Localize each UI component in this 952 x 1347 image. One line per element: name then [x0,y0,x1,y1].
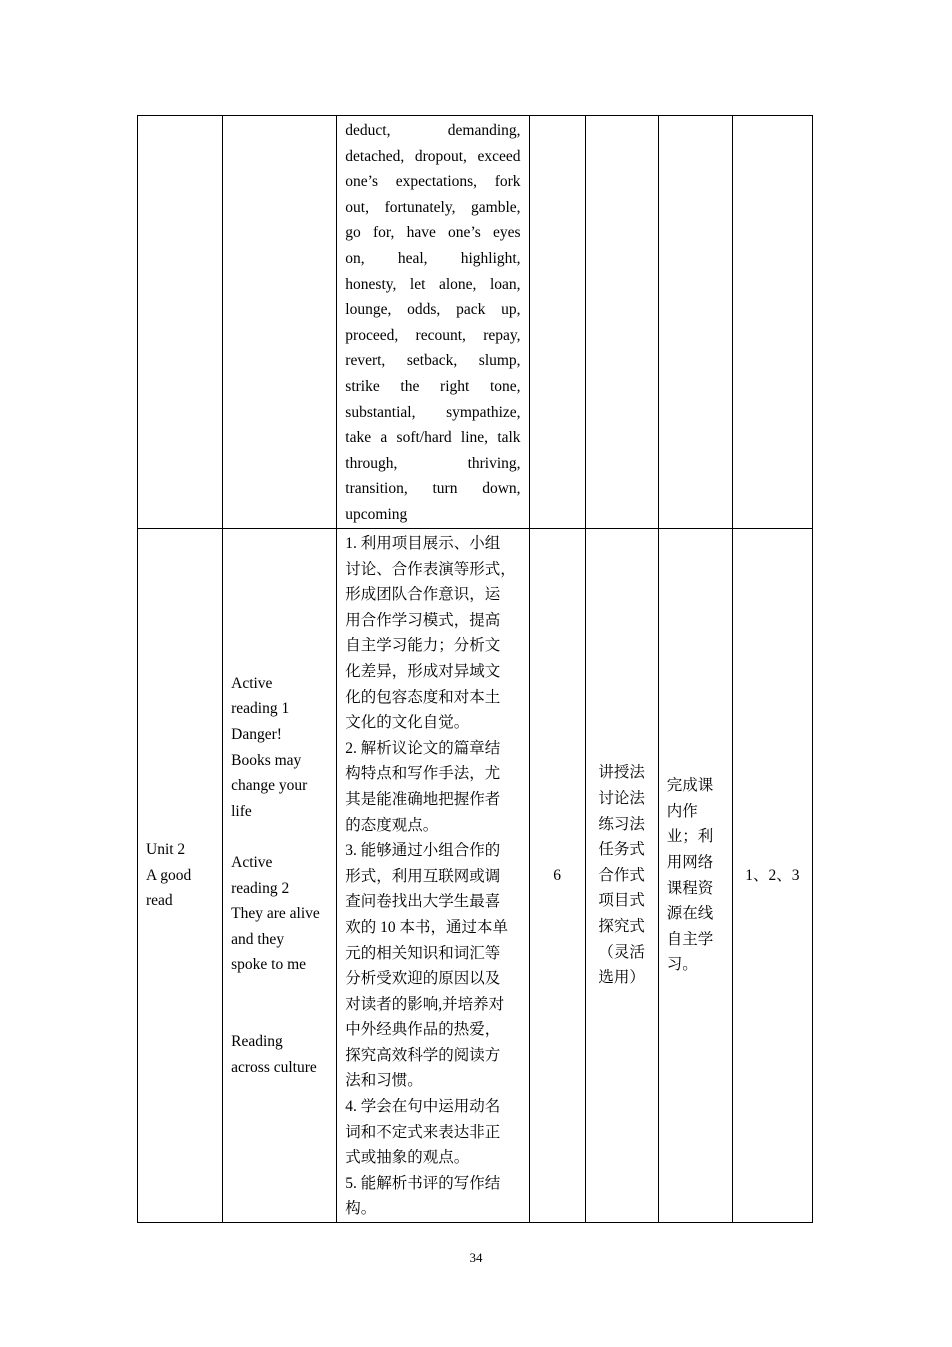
lesson-reading-across-culture [231,1029,336,1080]
method-line: 探究式 [598,917,645,935]
goal-line: 中外经典作品的热爱， [345,1021,501,1039]
homework-line: 源在线 [666,905,714,923]
objectives-cell-empty [732,116,812,529]
homework-line: 课程资 [666,879,714,897]
vocab-line: proceed, recount, repay, [345,326,521,344]
hours-cell-empty [529,116,585,529]
objectives-cell: 1、2、3 [732,529,812,1223]
goal-line: 用合作学习模式，提高 [345,611,501,629]
lesson-line: and they [231,930,285,948]
lesson-line: reading 2 [231,879,290,897]
unit-cell-empty [138,116,223,529]
goal-line: 法和习惯。 [345,1072,423,1090]
goal-line: 分析受欢迎的原因以及 [345,970,501,988]
method-line: 合作式 [598,866,645,884]
lesson-line: Reading [231,1033,283,1051]
lesson-line: Books may [231,751,302,769]
method-line: 练习法 [598,815,645,833]
vocab-line: out, fortunately, gamble, [345,198,521,216]
table-row [138,116,813,529]
method-line: 讨论法 [598,789,645,807]
goal-line: 其是能准确地把握作者 [345,790,501,808]
table-row [138,529,813,1223]
spacer [231,978,336,1004]
goal-line: 构特点和写作手法，尤 [345,765,501,783]
goal-line: 词和不定式来表达非正 [345,1123,501,1141]
unit-title-line: Unit 2 [146,841,186,859]
lesson-line: spoke to me [231,956,307,974]
goal-line: 2. 解析议论文的篇章结 [345,739,501,757]
method-line: 讲授法 [598,764,645,782]
spacer [231,1003,336,1029]
goal-line: 式或抽象的观点。 [345,1149,470,1167]
goals-cell [337,529,529,1223]
goal-line: 探究高效科学的阅读方 [345,1046,501,1064]
goal-line: 讨论、合作表演等形式， [345,560,516,578]
goal-line: 形成团队合作意识，运 [345,586,501,604]
goal-line: 元的相关知识和词汇等 [345,944,501,962]
vocabulary-cell [337,116,529,529]
goal-line: 化差异，形成对异域文 [345,662,501,680]
hours-cell: 6 [529,529,585,1223]
method-line: 项目式 [598,892,645,910]
goal-line: 构。 [345,1200,377,1218]
lessons-cell [223,529,337,1223]
methods-cell [585,529,658,1223]
goal-line: 形式，利用互联网或调 [345,867,501,885]
vocab-line: on, heal, highlight, [345,249,521,267]
goal-line: 文化的文化自觉。 [345,714,470,732]
goal-line: 查问卷找出大学生最喜 [345,893,501,911]
lesson-line: Active [231,853,273,871]
unit-cell [138,529,223,1223]
vocab-line: take a soft/hard line, talk [345,429,521,447]
goal-line: 化的包容态度和对本土 [345,688,501,706]
method-line: 选用） [598,969,645,987]
homework-line: 内作 [666,802,698,820]
homework-line: 习。 [666,956,698,974]
goal-line: 欢的 10 本书，通过本单 [345,918,509,936]
vocab-line: deduct, demanding, [345,122,521,139]
vocab-line: one’s expectations, fork [345,173,521,191]
lesson-active-reading-2 [231,850,336,978]
goal-line: 的态度观点。 [345,816,439,834]
lesson-line: Active [231,674,273,692]
lesson-line: Danger! [231,725,282,743]
goal-line: 3. 能够通过小组合作的 [345,842,501,860]
vocab-line: revert, setback, slump, [345,352,521,370]
goal-line: 4. 学会在句中运用动名 [345,1098,501,1116]
methods-cell-empty [585,116,658,529]
vocab-line: upcoming [345,505,408,523]
goal-line: 对读者的影响,并培养对 [345,995,505,1013]
lesson-line: reading 1 [231,700,290,718]
homework-cell [658,529,732,1223]
method-line: （灵活 [598,943,645,961]
vocab-line: honesty, let alone, loan, [345,275,521,293]
vocab-line: strike the right tone, [345,377,521,395]
method-line: 任务式 [598,841,645,859]
homework-line: 完成课 [666,777,714,795]
homework-line: 自主学 [666,930,714,948]
homework-line: 业；利 [666,828,714,846]
lesson-line: across culture [231,1058,317,1076]
vocab-line: go for, have one’s eyes [345,224,521,242]
vocab-line: transition, turn down, [345,480,521,498]
homework-line: 用网络 [666,853,714,871]
vocab-line: detached, dropout, exceed [345,147,521,165]
lessons-cell-empty [223,116,337,529]
goal-line: 5. 能解析书评的写作结 [345,1174,501,1192]
lesson-active-reading-1 [231,671,336,825]
goal-line: 自主学习能力；分析文 [345,637,501,655]
lesson-line: life [231,802,252,820]
unit-title-line: A good [146,866,192,884]
vocab-line: lounge, odds, pack up, [345,301,521,319]
vocab-line: substantial, sympathize, [345,403,521,421]
unit-title-line: read [146,892,173,910]
spacer [231,824,336,850]
vocab-line: through, thriving, [345,454,521,472]
goal-line: 1. 利用项目展示、小组 [345,535,501,552]
page-number: 34 [469,1250,483,1265]
lesson-line: They are alive [231,905,320,923]
lesson-line: change your [231,777,308,795]
course-plan-table [137,115,813,1223]
homework-cell-empty [658,116,732,529]
